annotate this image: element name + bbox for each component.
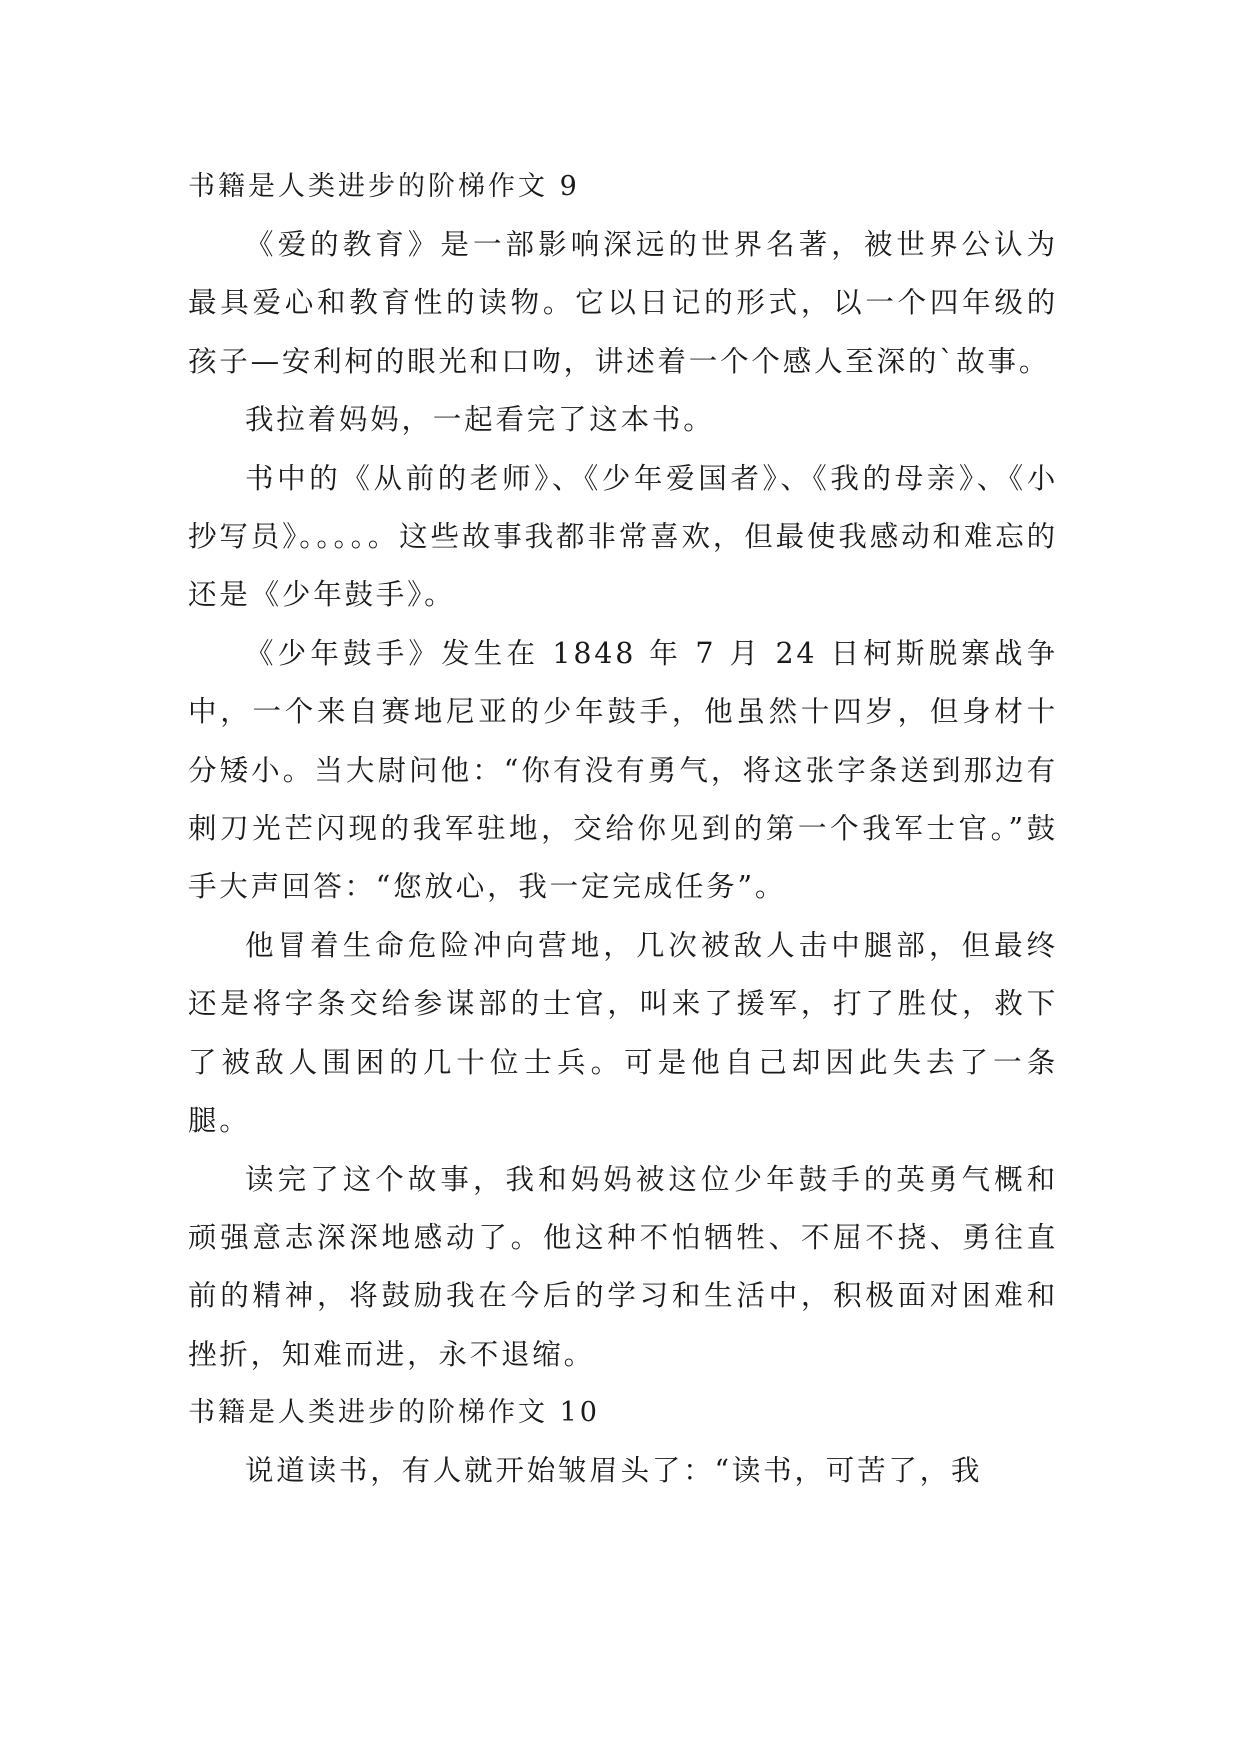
essay-9-paragraph-5: 他冒着生命危险冲向营地，几次被敌人击中腿部，但最终还是将字条交给参谋部的士官，叫来了援军，打了胜仗，救下了被敌人围困的几十位士兵。可是他自己却因此失去了一条腿。 [188, 928, 1058, 1138]
essay-9-paragraph-3: 书中的《从前的老师》、《少年爱国者》、《我的母亲》、《小抄写员》。。。。。这些故事我都非常喜欢，但最使我感动和难忘的还是《少年鼓手》。 [188, 461, 1058, 612]
essay-9-paragraph-2: 我拉着妈妈，一起看完了这本书。 [245, 403, 715, 437]
document-body [188, 158, 1058, 1501]
essay-9-paragraph-1: 《爱的教育》是一部影响深远的世界名著，被世界公认为最具爱心和教育性的读物。它以日记的形式，以一个四年级的孩子—安利柯的眼光和口吻，讲述着一个个感人至深的`故事。 [188, 228, 1058, 378]
essay-9-title: 书籍是人类进步的阶梯作文 9 [188, 171, 580, 202]
essay-10-paragraph-1: 说道读书，有人就开始皱眉头了：“读书，可苦了，我 [245, 1454, 983, 1488]
essay-9-paragraph-6: 读完了这个故事，我和妈妈被这位少年鼓手的英勇气概和顽强意志深深地感动了。他这种不怕牺牲、不屈不挠、勇往直前的精神，将鼓励我在今后的学习和生活中，积极面对困难和挫折，知难而进，永不退缩。 [188, 1162, 1058, 1371]
essay-10-title: 书籍是人类进步的阶梯作文 10 [188, 1397, 600, 1429]
essay-9-paragraph-4: 《少年鼓手》发生在 1848 年 7 月 24 日柯斯脱寨战争中，一个来自赛地尼亚的少年鼓手，他虽然十四岁，但身材十分矮小。当大尉问他：“你有没有勇气，将这张字条送到那边有刺刀光芒闪现的我军驻地，交给你见到的第一个我军士官。”鼓手大声回答：“您放心，我一定完成任务”。 [188, 636, 1058, 904]
